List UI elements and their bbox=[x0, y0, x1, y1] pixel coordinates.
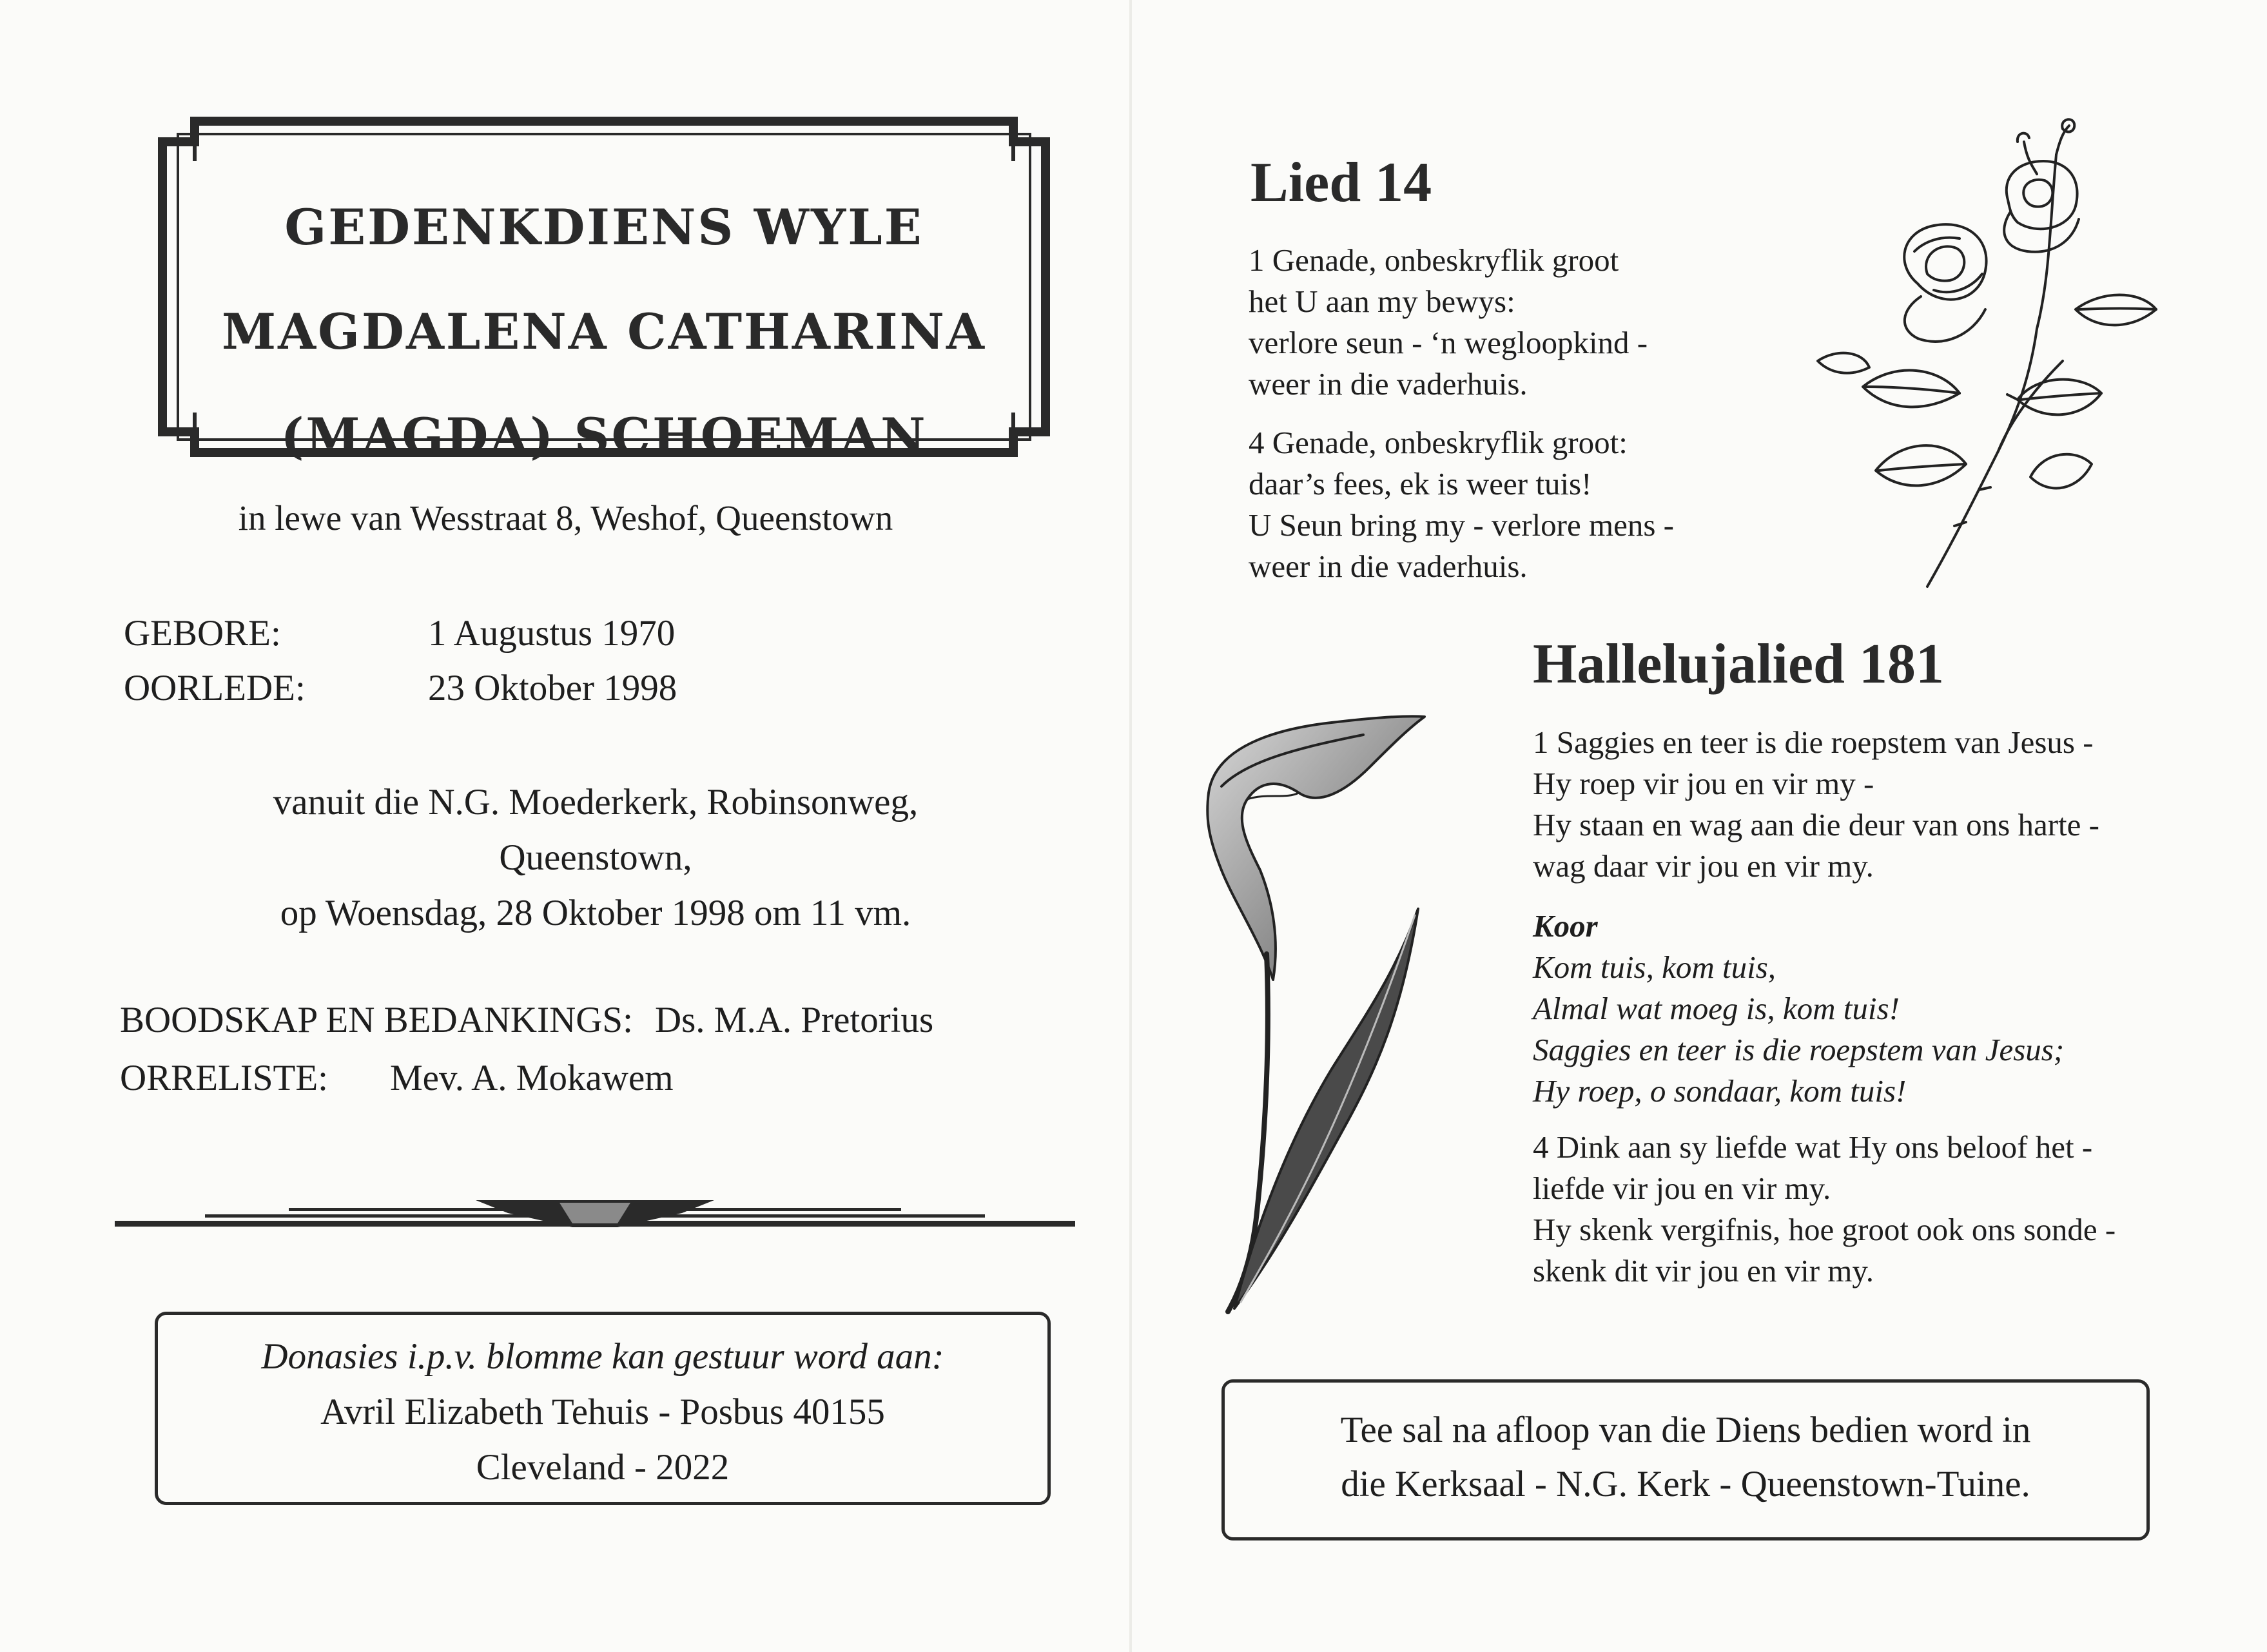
donation-postal: Cleveland - 2022 bbox=[476, 1447, 730, 1488]
tea-line-2: die Kerksaal - N.G. Kerk - Queenstown-Tuine. bbox=[1341, 1464, 2030, 1504]
tea-line-1: Tee sal na afloop van die Diens bedien word in bbox=[1340, 1410, 2031, 1450]
verse-line: 1 Genade, onbeskryflik groot bbox=[1249, 242, 1619, 278]
organist-name: Mev. A. Mokawem bbox=[390, 1058, 674, 1098]
message-speaker: Ds. M.A. Pretorius bbox=[654, 1000, 934, 1040]
chorus-line: Kom tuis, kom tuis, bbox=[1533, 949, 1776, 985]
chorus-line: Hy roep, o sondaar, kom tuis! bbox=[1533, 1073, 1907, 1109]
verse-line: het U aan my bewys: bbox=[1249, 284, 1515, 319]
chorus-label: Koor bbox=[1533, 908, 1598, 944]
message-row bbox=[120, 999, 933, 1041]
verse-line: Hy staan en wag aan die deur van ons harte - bbox=[1533, 807, 2099, 842]
verse-line: verlore seun - ‘n wegloopkind - bbox=[1249, 325, 1648, 360]
calla-lily-icon bbox=[1196, 709, 1479, 1315]
born-row bbox=[124, 612, 675, 654]
donation-intro: Donasies i.p.v. blomme kan gestuur word aan: bbox=[261, 1336, 944, 1377]
verse-line: 4 Genade, onbeskryflik groot: bbox=[1249, 425, 1628, 460]
verse-line: wag daar vir jou en vir my. bbox=[1533, 848, 1874, 884]
verse-line: U Seun bring my - verlore mens - bbox=[1249, 507, 1674, 543]
verse-line: liefde vir jou en vir my. bbox=[1533, 1171, 1831, 1206]
hallelujalied-title: Hallelujalied 181 bbox=[1533, 633, 1944, 695]
title-line-3: (MAGDA) SCHOEMAN bbox=[280, 407, 928, 465]
hallelujalied-verse-1 bbox=[1533, 722, 2099, 887]
hallelujalied-verse-4 bbox=[1533, 1127, 2116, 1292]
venue-line-2: Queenstown, bbox=[499, 837, 692, 878]
organist-row bbox=[120, 1057, 674, 1099]
left-page bbox=[0, 0, 1131, 1652]
died-label: OORLEDE: bbox=[124, 668, 306, 708]
verse-line: 4 Dink aan sy liefde wat Hy ons beloof het - bbox=[1533, 1129, 2093, 1165]
art-deco-divider-icon bbox=[115, 1187, 1075, 1232]
tea-notice-box bbox=[1221, 1379, 2150, 1540]
organist-label: ORRELISTE: bbox=[120, 1058, 328, 1098]
died-date: 23 Oktober 1998 bbox=[428, 668, 677, 708]
donation-box bbox=[155, 1312, 1051, 1505]
verse-line: skenk dit vir jou en vir my. bbox=[1533, 1253, 1874, 1288]
chorus-line: Almal wat moeg is, kom tuis! bbox=[1533, 991, 1900, 1026]
died-row bbox=[124, 667, 677, 709]
chorus-line: Saggies en teer is die roepstem van Jesus; bbox=[1533, 1032, 2065, 1067]
residence-address: in lewe van Wesstraat 8, Weshof, Queenstown bbox=[238, 498, 893, 538]
born-date: 1 Augustus 1970 bbox=[428, 613, 676, 654]
born-label: GEBORE: bbox=[124, 613, 281, 654]
verse-line: Hy skenk vergifnis, hoe groot ook ons sonde - bbox=[1533, 1212, 2116, 1247]
verse-line: weer in die vaderhuis. bbox=[1249, 366, 1528, 402]
right-page bbox=[1131, 0, 2267, 1652]
verse-line: 1 Saggies en teer is die roepstem van Jesus - bbox=[1533, 724, 2094, 760]
verse-line: Hy roep vir jou en vir my - bbox=[1533, 766, 1874, 801]
venue-line-3: op Woensdag, 28 Oktober 1998 om 11 vm. bbox=[280, 893, 911, 933]
service-venue bbox=[0, 775, 1191, 941]
rose-icon bbox=[1805, 116, 2185, 599]
lied-verse-1 bbox=[1249, 240, 1648, 405]
title-line-1: GEDENKDIENS WYLE bbox=[284, 199, 924, 256]
message-label: BOODSKAP EN BEDANKINGS: bbox=[120, 1000, 633, 1040]
lied-title: Lied 14 bbox=[1250, 151, 1432, 214]
venue-line-1: vanuit die N.G. Moederkerk, Robinsonweg, bbox=[273, 782, 919, 822]
lied-verse-4 bbox=[1249, 422, 1674, 587]
donation-recipient: Avril Elizabeth Tehuis - Posbus 40155 bbox=[320, 1392, 885, 1432]
hallelujalied-chorus bbox=[1533, 906, 2064, 1112]
title-line-2: MAGDALENA CATHARINA bbox=[222, 303, 986, 360]
verse-line: weer in die vaderhuis. bbox=[1249, 549, 1528, 584]
title-frame bbox=[150, 116, 1058, 465]
verse-line: daar’s fees, ek is weer tuis! bbox=[1249, 466, 1592, 501]
